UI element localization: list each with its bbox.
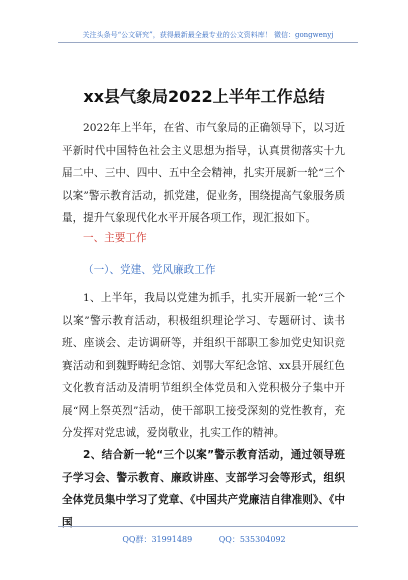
subsection-heading-party-building: （一）、党建、党风廉政工作 [83, 264, 216, 276]
footer-qq: QQ：535304092 [218, 535, 286, 544]
footer-qq-group: QQ群：31991489 [122, 535, 193, 544]
header-divider [58, 42, 358, 43]
footer-divider [58, 526, 358, 527]
section-heading-main-work: 一、主要工作 [83, 232, 147, 244]
footer [0, 534, 408, 545]
intro-paragraph: 2022年上半年，在省、市气象局的正确领导下，以习近平新时代中国特色社会主义思想为指导，认真贯彻落实十九届二中、三中、四中、五中全会精神，扎实开展新一轮“三个以案”警示教育活动，抓党建，促业务，围绕提高气象服务质量，提升气象现代化水平开展各项工作，现汇报如下。 [62, 122, 345, 224]
document-title: xx县气象局2022上半年工作总结 [83, 87, 325, 106]
paragraph-2: 2、结合新一轮“三个以案”警示教育活动，通过领导班子学习会、警示教育、廉政讲座、支部学习会等形式，组织全体党员集中学习了党章、《中国共产党廉洁自律准则》、《中国 [62, 449, 345, 529]
paragraph-1: 1、上半年，我局以党建为抓手，扎实开展新一轮“三个以案”警示教育活动，积极组织理论学习、专题研讨、读书班、座谈会、走访调研等，并组织干部职工参加党史知识竞赛活动和到魏野畴纪念馆、刘鄂大军纪念馆、xx县开展红色文化教育活动及清明节组织全体党员和入党积极分子集中开展“网上祭英烈”活动，使干部职工接受深刻的党性教育，充分发挥对党忠诚，爱岗敬业，扎实工作的精神。 [62, 292, 345, 439]
header-banner: 关注头条号“公文研究”，获得最新最全最专业的公文资料库！ 微信：gongwenyj [82, 31, 334, 39]
